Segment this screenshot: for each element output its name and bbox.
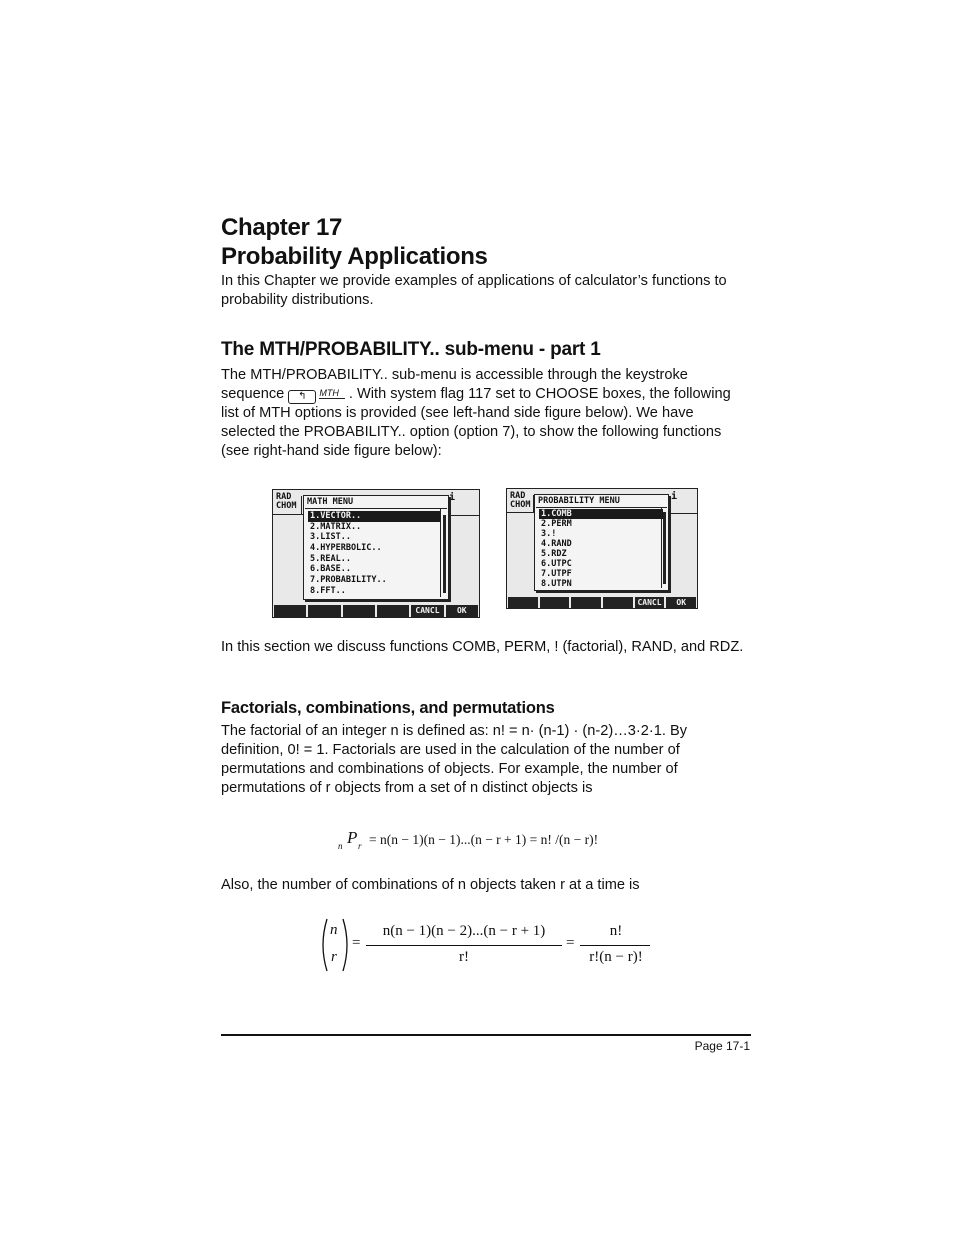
ok-softkey[interactable]: OK <box>666 597 696 608</box>
chapter-intro: In this Chapter we provide examples of applications of calculator’s functions to probability distributions. <box>221 273 727 308</box>
info-icon: i <box>671 491 678 502</box>
section-heading: The MTH/PROBABILITY.. sub-menu - part 1 <box>221 339 601 360</box>
combination-formula <box>318 916 658 974</box>
binomial-bottom: r <box>331 949 337 965</box>
subsection-heading: Factorials, combinations, and permutations <box>221 699 555 717</box>
factorial-paragraph: The factorial of an integer n is defined as: n! = n· (n-1) · (n-2)…3·2·1. By definition, 0! = 1. Factorials are used in the calculation of the number of permutations and combinations of objects. For example, the number of permutations of r objects from a set of n distinct objects is <box>221 723 687 796</box>
header-underline <box>273 514 303 515</box>
menu-item[interactable]: 6.UTPC <box>541 559 572 569</box>
menu-item[interactable]: 1.VECTOR.. <box>308 511 440 522</box>
choose-box-title: MATH MENU <box>305 497 447 509</box>
formula-subscript-r: r <box>358 841 362 851</box>
softkey-4[interactable] <box>603 597 633 608</box>
softkey-2[interactable] <box>540 597 570 608</box>
header-divider <box>301 496 302 514</box>
section-text-before-key: The MTH/PROBABILITY.. sub-menu is accessible through the keystroke sequence <box>221 367 688 402</box>
binomial-top: n <box>330 922 338 938</box>
formula-symbol-p: P <box>347 828 358 847</box>
menu-item[interactable]: 6.BASE.. <box>310 564 351 575</box>
header-underline <box>507 512 535 513</box>
cancel-softkey[interactable]: CANCL <box>411 605 443 617</box>
fraction1-bar <box>366 945 562 946</box>
section-closing-text: In this section we discuss functions COMB, PERM, ! (factorial), RAND, and RDZ. <box>221 639 744 655</box>
equals-sign-1: = <box>352 935 361 951</box>
mode-indicator <box>510 492 530 510</box>
menu-item[interactable]: 4.HYPERBOLIC.. <box>310 543 382 554</box>
menu-item[interactable]: 8.FFT.. <box>310 585 346 596</box>
softkey-1[interactable] <box>508 597 538 608</box>
chapter-title <box>221 213 488 271</box>
mth-key-label: MTH <box>319 388 345 399</box>
combination-paragraph: Also, the number of combinations of n objects taken r at a time is <box>221 877 640 893</box>
fraction2-denominator: r!(n − r)! <box>589 949 643 965</box>
equals-sign-2: = <box>566 935 575 951</box>
cancel-softkey[interactable]: CANCL <box>635 597 665 608</box>
info-icon: i <box>449 492 456 503</box>
softkey-1[interactable] <box>274 605 306 617</box>
formula-subscript-n: n <box>338 841 343 851</box>
fraction1-numerator: n(n − 1)(n − 2)...(n − r + 1) <box>382 923 546 939</box>
menu-item[interactable]: 3.! <box>541 529 557 539</box>
mode-angle: RAD <box>510 491 526 501</box>
section-text-after-key: . With system flag 117 set to CHOOSE boxes, the following list of MTH options is provided (see left-hand side figure below). We have selected the PROBABILITY.. option (option 7), to show the following functions (see right-hand side figure below): <box>221 386 731 459</box>
choose-box <box>303 495 449 600</box>
mode-flag: CHOM <box>276 501 297 511</box>
mode-angle: RAD <box>276 492 292 502</box>
softkey-2[interactable] <box>308 605 340 617</box>
menu-item[interactable]: 8.UTPN <box>541 579 572 589</box>
softkey-3[interactable] <box>571 597 601 608</box>
chapter-name: Probability Applications <box>221 243 488 270</box>
choose-box-title: PROBABILITY MENU <box>536 496 667 508</box>
scrollbar[interactable] <box>440 509 448 597</box>
menu-list <box>308 511 440 597</box>
menu-item[interactable]: 3.LIST.. <box>310 532 351 543</box>
menu-item[interactable]: 2.PERM <box>541 519 572 529</box>
softkey-row <box>273 605 479 617</box>
ok-softkey[interactable]: OK <box>446 605 478 617</box>
fraction2-bar <box>580 945 650 946</box>
mode-flag: CHOM <box>510 500 531 510</box>
menu-item[interactable]: 5.REAL.. <box>310 553 351 564</box>
formula-rhs: = n(n − 1)(n − 1)...(n − r + 1) = n! /(n − r)! <box>369 832 599 847</box>
choose-box <box>534 494 669 591</box>
header-underline-right <box>447 515 479 516</box>
section-paragraph <box>221 366 751 461</box>
menu-item[interactable]: 2.MATRIX.. <box>310 521 362 532</box>
footer-rule <box>221 1034 751 1036</box>
menu-item[interactable]: 7.UTPF <box>541 569 572 579</box>
scrollbar-thumb[interactable] <box>443 515 446 593</box>
menu-item[interactable]: 5.RDZ <box>541 549 567 559</box>
mode-indicator <box>276 493 296 511</box>
softkey-4[interactable] <box>377 605 409 617</box>
menu-item[interactable]: 4.RAND <box>541 539 572 549</box>
calculator-screen-probability-menu <box>506 488 698 609</box>
page-number: Page 17-1 <box>694 1039 750 1053</box>
fraction1-denominator: r! <box>459 949 469 965</box>
scrollbar[interactable] <box>661 508 668 588</box>
calculator-screen-math-menu <box>272 489 480 618</box>
menu-item[interactable]: 7.PROBABILITY.. <box>310 575 387 586</box>
chapter-number: Chapter 17 <box>221 214 343 241</box>
permutation-formula <box>338 826 658 856</box>
menu-item[interactable]: 1.COMB <box>539 509 663 519</box>
fraction2-numerator: n! <box>609 923 623 939</box>
softkey-3[interactable] <box>343 605 375 617</box>
left-shift-key-icon: ↰ <box>288 390 316 404</box>
scrollbar-thumb[interactable] <box>663 512 666 584</box>
menu-list <box>539 509 663 589</box>
header-underline-right <box>669 513 697 514</box>
softkey-row <box>507 597 697 608</box>
